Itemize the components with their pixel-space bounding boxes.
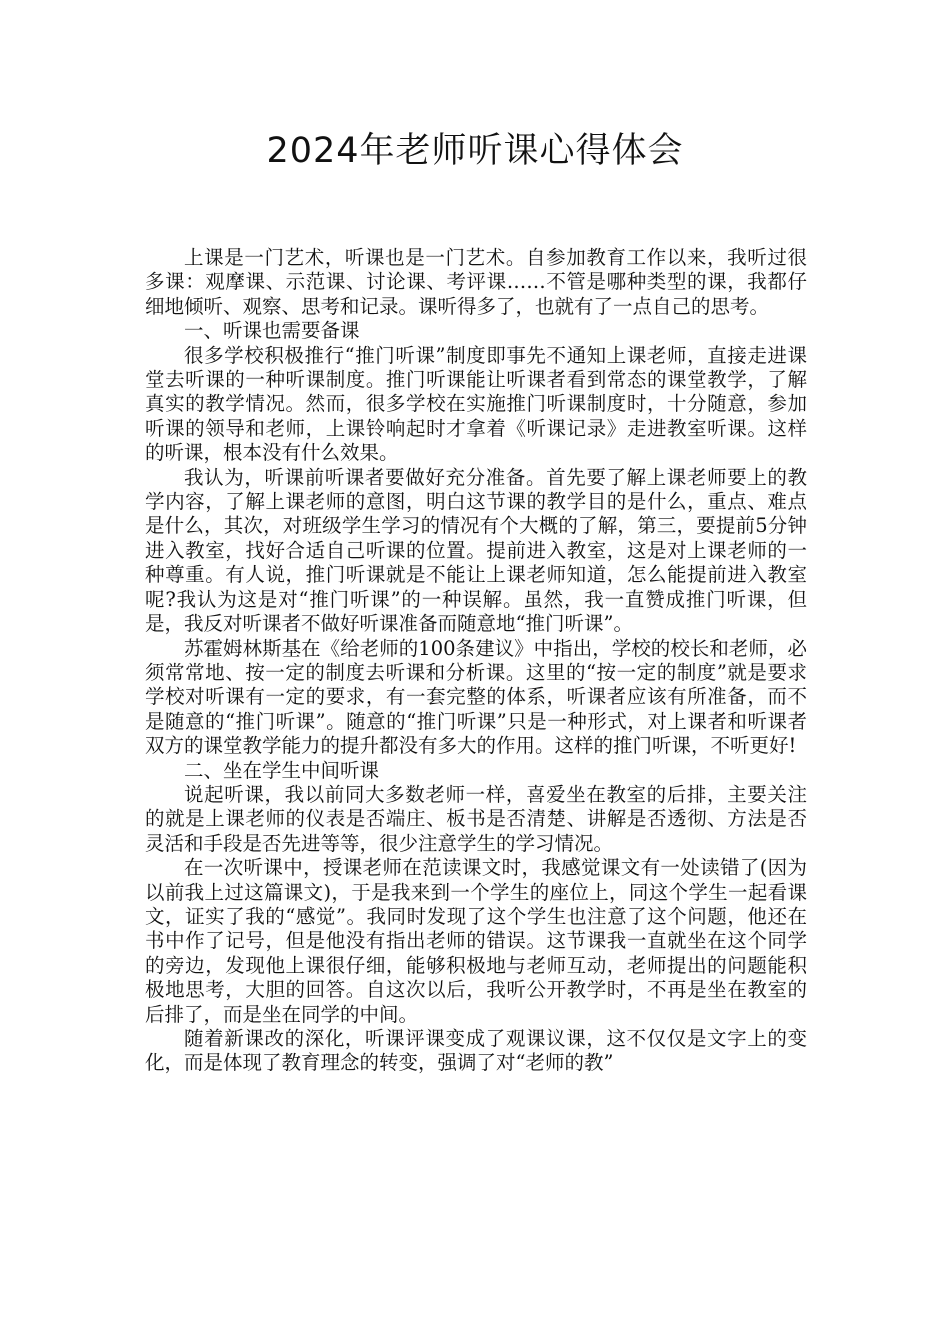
- paragraph: 在一次听课中，授课老师在范读课文时，我感觉课文有一处读错了(因为以前我上过这篇课文)，于是我来到一个学生的座位上，同这个学生一起看课文，证实了我的“感觉”。我同时发现了这个学生也注意了这个问题，他还在书中作了记号，但是他没有指出老师的错误。这节课我一直就坐在这个同学的旁边，发现他上课很仔细，能够积极地与老师互动，老师提出的问题能积极地思考，大胆的回答。自这次以后，我听公开教学时，不再是坐在教室的后排了，而是坐在同学的中间。: [145, 856, 807, 1026]
- section-heading: 一、听课也需要备课: [184, 319, 360, 343]
- paragraph: 我认为，听课前听课者要做好充分准备。首先要了解上课老师要上的教学内容，了解上课老师的意图，明白这节课的教学目的是什么，重点、难点是什么，其次，对班级学生学习的情况有个大概的了解，第三，要提前5分钟进入教室，找好合适自己听课的位置。提前进入教室，这是对上课老师的一种尊重。有人说，推门听课就是不能让上课老师知道，怎么能提前进入教室呢?我认为这是对“推门听课”的一种误解。虽然，我一直赞成推门听课，但是，我反对听课者不做好听课准备而随意地“推门听课”。: [145, 465, 807, 636]
- section-heading: 二、坐在学生中间听课: [184, 758, 380, 782]
- paragraph: 随着新课改的深化，听课评课变成了观课议课，这不仅仅是文字上的变化，而是体现了教育理念的转变，强调了对“老师的教”: [145, 1027, 807, 1075]
- document-title: 2024年老师听课心得体会: [266, 131, 684, 171]
- paragraph: 苏霍姆林斯基在《给老师的100条建议》中指出，学校的校长和老师，必须常常地、按一定的制度去听课和分析课。这里的“按一定的制度”就是要求学校对听课有一定的要求，有一套完整的体系，听课者应该有所准备，而不是随意的“推门听课”。随意的“推门听课”只是一种形式，对上课者和听课者双方的课堂教学能力的提升都没有多大的作用。这样的推门听课，不听更好!: [145, 636, 807, 758]
- paragraph: 上课是一门艺术，听课也是一门艺术。自参加教育工作以来，我听过很多课：观摩课、示范课、讨论课、考评课……不管是哪种类型的课，我都仔细地倾听、观察、思考和记录。课听得多了，也就有了一点自己的思考。: [145, 246, 807, 318]
- paragraph: 很多学校积极推行“推门听课”制度即事先不通知上课老师，直接走进课堂去听课的一种听课制度。推门听课能让听课者看到常态的课堂教学，了解真实的教学情况。然而，很多学校在实施推门听课制度时，十分随意，参加听课的领导和老师，上课铃响起时才拿着《听课记录》走进教室听课。这样的听课，根本没有什么效果。: [145, 343, 807, 465]
- paragraph: 说起听课，我以前同大多数老师一样，喜爱坐在教室的后排，主要关注的就是上课老师的仪表是否端庄、板书是否清楚、讲解是否透彻、方法是否灵活和手段是否先进等等，很少注意学生的学习情况。: [145, 782, 807, 855]
- document-body: [145, 246, 807, 1076]
